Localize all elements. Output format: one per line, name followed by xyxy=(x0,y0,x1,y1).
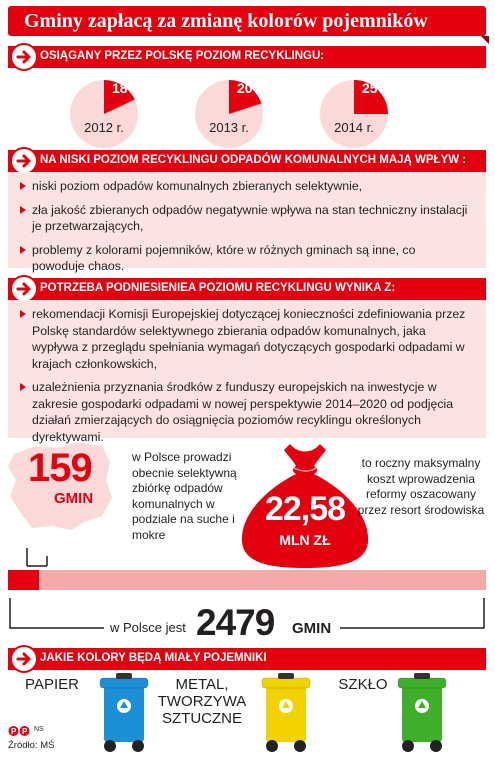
pie-value-label: 20% xyxy=(237,80,266,96)
bin-lid xyxy=(100,678,148,688)
arrow-right-icon xyxy=(10,275,38,303)
section-label: JAKIE KOLORY BĘDĄ MIAŁY POJEMNIKI xyxy=(40,652,267,664)
share-bracket xyxy=(24,544,50,572)
section-recycling-level xyxy=(8,46,486,68)
need-list xyxy=(20,306,472,452)
pie-value-label: 25% xyxy=(362,80,391,96)
svg-text:P: P xyxy=(11,727,17,736)
gminy-count: 159 xyxy=(28,446,92,490)
section-recycling-need xyxy=(8,278,486,300)
cost-description: to roczny maksymalny koszt wprowadzenia reformy oszacowany przez resort środowiska xyxy=(357,456,485,517)
section-label: NA NISKI POZIOM RECYKLINGU ODPADÓW KOMUNALNYCH MAJĄ WPŁYW : xyxy=(40,154,467,166)
arrow-right-icon xyxy=(10,43,38,71)
list-item: uzależnienia przyznania środków z funduszy europejskich na inwestycje w zakresie gospodarki odpadami w nowej perspektywie 2014–2020 od podjęcia działań zmierzających do osiągnięcia poziomów recyklingu określonych dyrektywami. xyxy=(20,379,472,445)
list-item: rekomendacji Komisji Europejskiej dotyczącej konieczności zdefiniowania przez Polskę standardów selektywnego zbierania odpadów komunalnych, jaka wypływa z przeglądu spełniania wymagań dotyczących gospodarki odpadami w krajach członkowskich, xyxy=(20,306,472,372)
bin-wheel xyxy=(132,740,144,752)
section-bin-colors xyxy=(8,648,486,670)
total-prefix: w Polsce jest xyxy=(110,620,186,635)
bin-body xyxy=(402,686,442,742)
bin-handle xyxy=(278,673,294,679)
svg-text:P: P xyxy=(22,727,28,736)
bin-wheel xyxy=(266,740,278,752)
bin-body xyxy=(266,686,306,742)
bin-label-metal-plastic: METAL, TWORZYWA SZTUCZNE xyxy=(157,676,247,727)
cost-unit: MLN ZŁ xyxy=(279,532,331,548)
bin-handle xyxy=(116,673,132,679)
list-item: zła jakość zbieranych odpadów negatywnie wpływa na stan techniczny instalacji je przetwarzających, xyxy=(20,202,470,235)
pie-value-label: 18% xyxy=(112,80,141,96)
title-fold xyxy=(481,36,489,44)
total-gminy-bar xyxy=(8,570,486,590)
cost-value: 22,58 xyxy=(264,490,346,528)
section-low-recycling-causes xyxy=(8,150,486,172)
arrow-right-icon xyxy=(10,645,38,673)
total-unit: GMIN xyxy=(292,620,332,637)
section-label: POTRZEBA PODNIESIENIEA POZIOMU RECYKLINGU WYNIKA Z: xyxy=(40,282,396,294)
gminy-share-bar xyxy=(8,570,39,590)
metal-plastic-bin-icon xyxy=(256,670,316,754)
publisher-logo-icon xyxy=(8,724,30,736)
gminy-description: w Polsce prowadzi obecnie selektywną zbiórkę odpadów komunalnych w podziale na suche i mokre xyxy=(132,450,237,542)
bin-label-glass: SZKŁO xyxy=(338,676,388,693)
causes-list xyxy=(20,178,470,282)
bin-wheel xyxy=(402,740,414,752)
arrow-right-icon xyxy=(10,147,38,175)
list-item: problemy z kolorami pojemników, które w różnych gminach są inne, co powoduje chaos. xyxy=(20,242,470,275)
gminy-unit: GMIN xyxy=(54,490,94,507)
bin-label-paper: PAPIER xyxy=(25,676,79,693)
bin-body xyxy=(104,686,144,742)
list-item: niski poziom odpadów komunalnych zbieranych selektywnie, xyxy=(20,178,470,195)
bin-wheel xyxy=(430,740,442,752)
total-value: 2479 xyxy=(196,602,275,643)
bin-wheel xyxy=(104,740,116,752)
source-label: Źródło: MŚ xyxy=(8,740,55,751)
pie-year-label: 2013 r. xyxy=(209,120,249,135)
pie-year-label: 2014 r. xyxy=(334,120,374,135)
section-label: OSIĄGANY PRZEZ POLSKĘ POZIOM RECYKLINGU: xyxy=(40,50,325,62)
agency-label: NS xyxy=(34,726,44,733)
page-title: Gminy zapłacą za zmianę kolorów pojemników xyxy=(24,10,428,32)
bin-handle xyxy=(414,673,430,679)
glass-bin-icon xyxy=(392,670,452,754)
bin-lid xyxy=(262,678,310,688)
bin-wheel xyxy=(294,740,306,752)
paper-bin-icon xyxy=(94,670,154,754)
bin-lid xyxy=(398,678,446,688)
pie-year-label: 2012 r. xyxy=(84,120,124,135)
title-bar xyxy=(8,6,486,36)
